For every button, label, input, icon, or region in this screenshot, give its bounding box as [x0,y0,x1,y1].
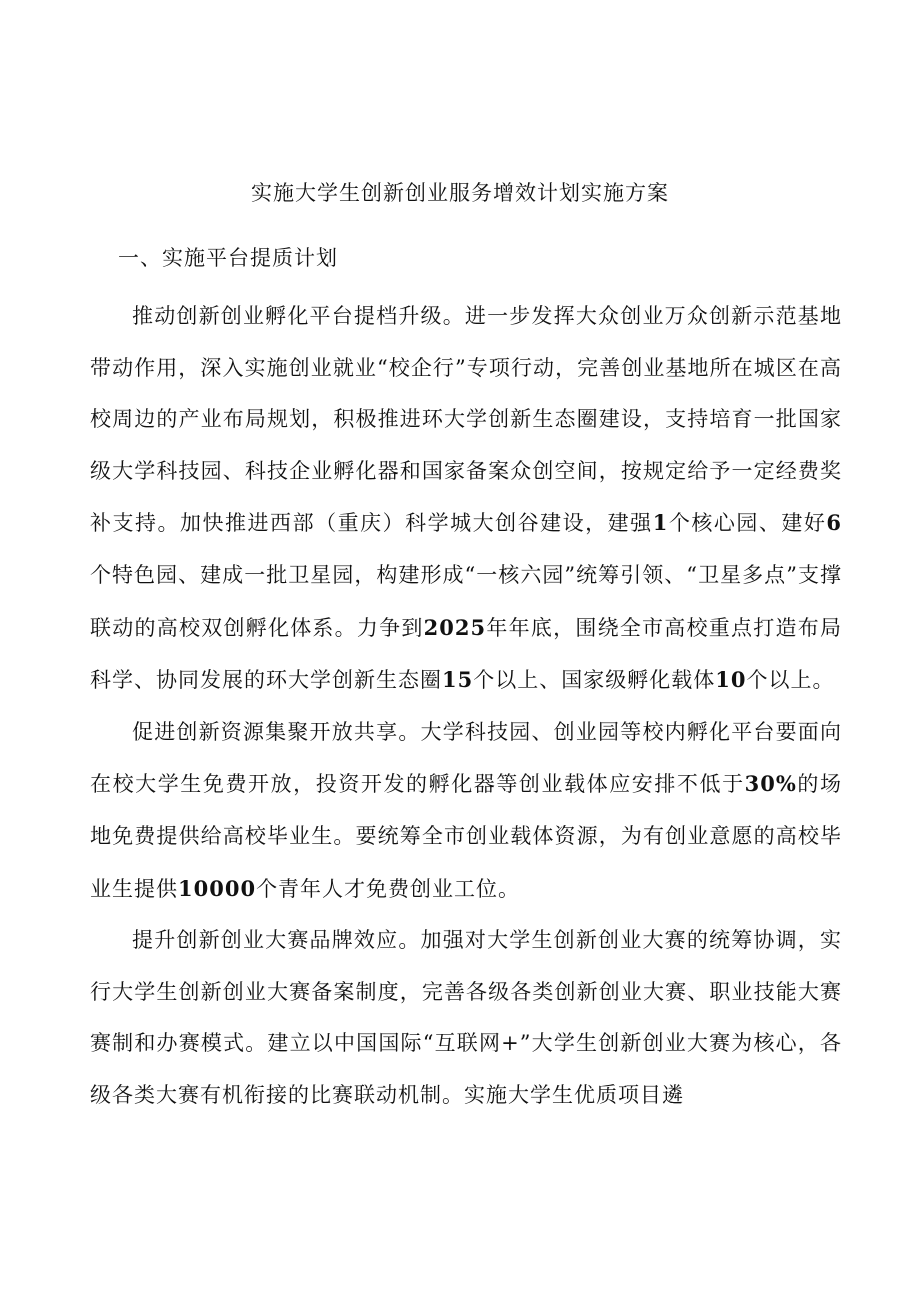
paragraph: 促进创新资源集聚开放共享。大学科技园、创业园等校内孵化平台要面向在校大学生免费开放，投资开发的孵化器等创业载体应安排不低于30%的场地免费提供给高校毕业生。要统筹全市创业载体资源，为有创业意愿的高校毕业生提供10000个青年人才免费创业工位。 [90,719,843,901]
document-body [90,291,842,1122]
paragraph: 推动创新创业孵化平台提档升级。进一步发挥大众创业万众创新示范基地带动作用，深入实施创业就业“校企行”专项行动，完善创业基地所在城区在高校周边的产业布局规划，积极推进环大学创新生态圈建设，支持培育一批国家级大学科技园、科技企业孵化器和国家备案众创空间，按规定给予一定经费奖补支持。加快推进西部（重庆）科学城大创谷建设，建强1个核心园、建好6个特色园、建成一批卫星园，构建形成“一核六园”统筹引领、“卫星多点”支撑联动的高校双创孵化体系。力争到2025年年底，围绕全市高校重点打造布局科学、协同发展的环大学创新生态圈15个以上、国家级孵化载体10个以上。 [90,304,843,693]
document-title: 实施大学生创新创业服务增效计划实施方案 [251,181,669,205]
paragraph: 提升创新创业大赛品牌效应。加强对大学生创新创业大赛的统筹协调，实行大学生创新创业大赛备案制度，完善各级各类创新创业大赛、职业技能大赛赛制和办赛模式。建立以中国国际“互联网+”大学生创新创业大赛为核心，各级各类大赛有机衔接的比赛联动机制。实施大学生优质项目遴 [90,928,842,1107]
section-heading: 一、实施平台提质计划 [118,246,338,270]
